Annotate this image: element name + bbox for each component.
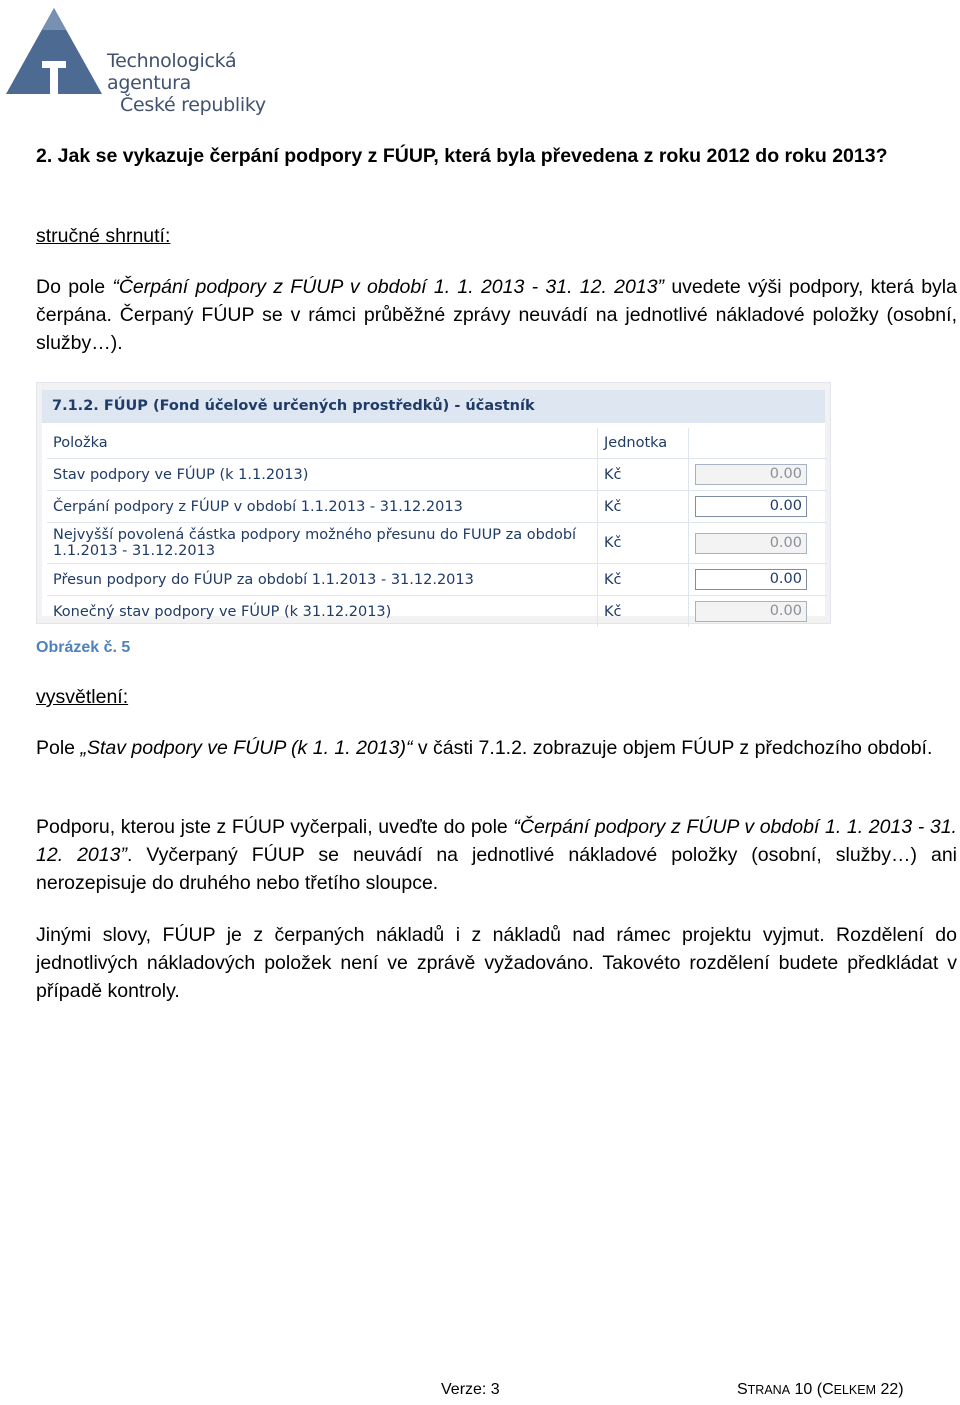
value-field: 0.00 <box>695 601 807 622</box>
value-field: 0.00 <box>695 533 807 554</box>
explanation-section <box>36 683 957 711</box>
explanation-label: vysvětlení: <box>36 686 129 708</box>
row-label: Nejvyšší povolená částka podpory možného přesunu do FUUP za období 1.1.2013 - 31.12.2013 <box>47 523 598 564</box>
row-unit: Kč <box>598 596 689 628</box>
page-s: S <box>737 1381 748 1398</box>
summary-text-start: Do pole <box>36 276 113 298</box>
row-unit: Kč <box>598 459 689 491</box>
total-num: 22) <box>876 1381 904 1398</box>
p2-end: . Vyčerpaný FÚUP se neuvádí na jednotlivé nákladové položky (osobní, služby…) ani nerozepisuje do druhého nebo třetího sloupce. <box>36 844 957 894</box>
summary-label: stručné shrnutí: <box>36 225 171 247</box>
explanation-paragraph-3: Jinými slovy, FÚUP je z čerpaných nákladů i z nákladů nad rámec projektu vyjmut. Rozdělení do jednotlivých nákladových položek není ve zprávě vyžadováno. Takovéto rozdělení budete předkládat v případě kontroly. <box>36 924 957 1002</box>
footer-page-number <box>737 1381 904 1399</box>
summary-field-quote: “Čerpání podpory z FÚUP v období 1. 1. 2013 - 31. 12. 2013” <box>112 276 665 298</box>
form-section-title: 7.1.2. FÚUP (Fond účelově určených prostředků) - účastník <box>42 390 825 423</box>
page-num: 10 ( <box>790 1381 823 1398</box>
table-header-row <box>47 428 827 459</box>
row-label: Konečný stav podpory ve FÚUP (k 31.12.2013) <box>47 596 598 628</box>
header-item: Položka <box>47 428 598 459</box>
total-word: ELKEM <box>833 1383 877 1397</box>
explanation-paragraph-2 <box>36 813 957 897</box>
question-heading: 2. Jak se vykazuje čerpání podpory z FÚUP, která byla převedena z roku 2012 do roku 2013? <box>36 145 888 167</box>
p2-start: Podporu, kterou jste z FÚUP vyčerpali, uveďte do pole <box>36 816 514 838</box>
table-row <box>47 491 827 523</box>
agency-logo <box>4 6 324 116</box>
table-row <box>47 564 827 596</box>
page-word: TRANA <box>747 1383 791 1397</box>
p2-field-quote: “Čerpání podpory z FÚUP v období 1. 1. 2013 - 31. 12. 2013” <box>36 816 957 866</box>
value-input[interactable]: 0.00 <box>695 569 807 590</box>
row-label: Stav podpory ve FÚUP (k 1.1.2013) <box>47 459 598 491</box>
row-unit: Kč <box>598 523 689 564</box>
p1-start: Pole <box>36 737 81 759</box>
value-input[interactable]: 0.00 <box>695 496 807 517</box>
fuup-form-screenshot <box>36 382 831 624</box>
logo-triangle-icon <box>4 6 104 96</box>
row-label: Přesun podpory do FÚUP za období 1.1.2013 - 31.12.2013 <box>47 564 598 596</box>
explanation-paragraph-1 <box>36 734 957 762</box>
row-unit: Kč <box>598 491 689 523</box>
row-unit: Kč <box>598 564 689 596</box>
fuup-table <box>47 428 827 627</box>
p1-end: v části 7.1.2. zobrazuje objem FÚUP z předchozího období. <box>412 737 933 759</box>
logo-line-2: České republiky <box>120 94 266 116</box>
row-label: Čerpání podpory z FÚUP v období 1.1.2013 - 31.12.2013 <box>47 491 598 523</box>
table-row <box>47 523 827 564</box>
logo-line-1: Technologická agentura <box>107 50 237 94</box>
table-row <box>47 596 827 628</box>
footer-version: Verze: 3 <box>441 1381 500 1398</box>
summary-text-end: uvedete výši podpory, která byla čerpána. Čerpaný FÚUP se v rámci průběžné zprávy neuvádí na jednotlivé nákladové položky (osobní, služby…). <box>36 276 957 354</box>
p1-field-quote: „Stav podpory ve FÚUP (k 1. 1. 2013)“ <box>80 737 413 759</box>
header-value <box>689 428 828 459</box>
figure-caption: Obrázek č. 5 <box>36 639 131 656</box>
header-unit: Jednotka <box>598 428 689 459</box>
table-row <box>47 459 827 491</box>
logo-text <box>107 50 324 116</box>
summary-section <box>36 222 957 250</box>
summary-paragraph <box>36 273 957 357</box>
value-field: 0.00 <box>695 464 807 485</box>
total-c: C <box>822 1381 834 1398</box>
